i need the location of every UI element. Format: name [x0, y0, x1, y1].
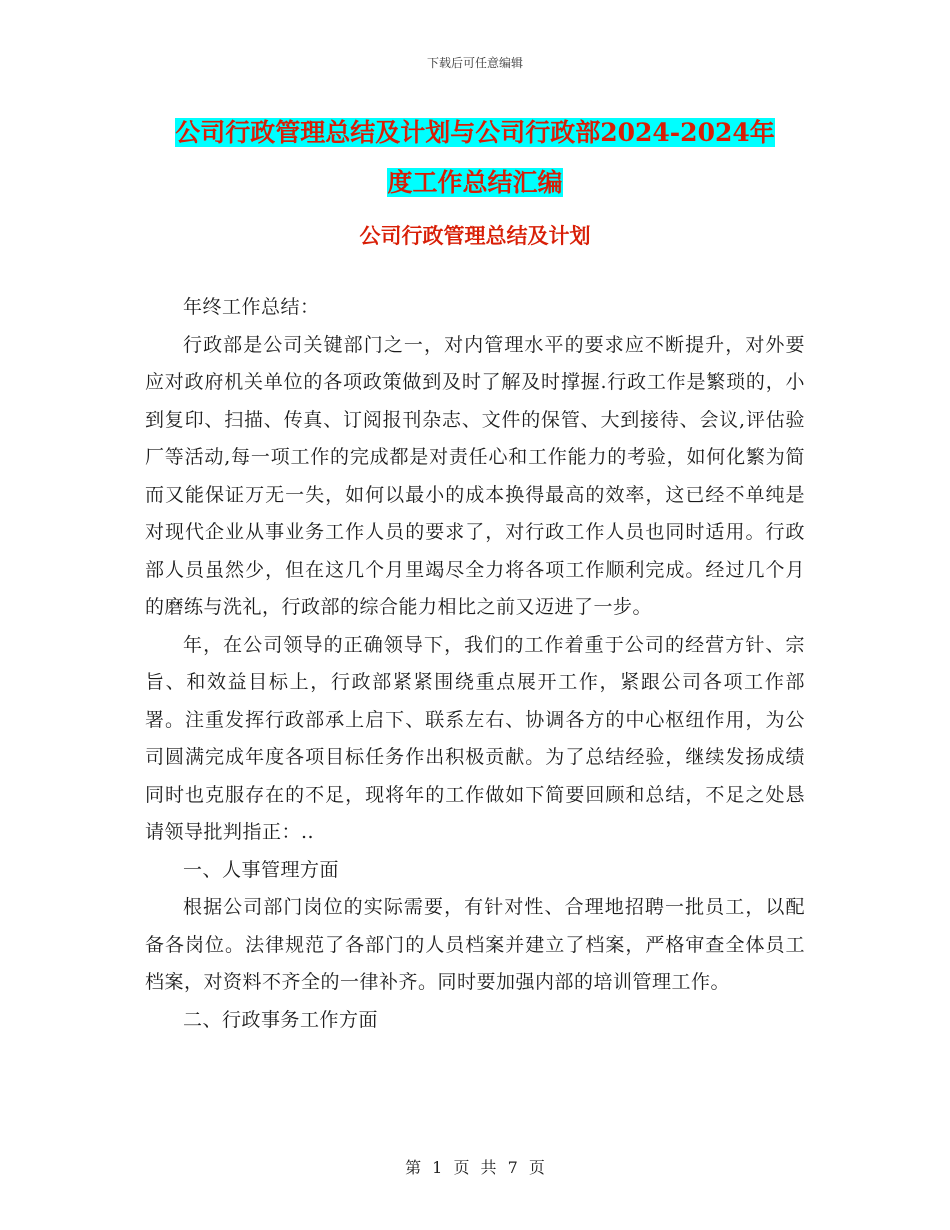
paragraph-summary-heading: 年终工作总结： [183, 296, 320, 318]
heading-personnel: 一、人事管理方面 [183, 858, 340, 881]
section-title: 公司行政管理总结及计划 [359, 223, 591, 248]
paragraph-year-review: 年，在公司领导的正确领导下，我们的工作着重于公司的经营方针、宗旨、和效益目标上，行政部紧紧围绕重点展开工作，紧跟公司各项工作部署。注重发挥行政部承上启下、联系左右、协调各方的中心枢纽作用，为公司圆满完成年度各项目标任务作出积极贡献。为了总结经验，继续发扬成绩同时也克服存在的不足，现将年的工作做如下简要回顾和总结，不足之处恳请领导批判指正：.. [145, 633, 805, 843]
header-note: 下载后可任意编辑 [426, 56, 523, 70]
document-body [145, 289, 805, 1039]
document-title-line-2: 度工作总结汇编 [387, 168, 563, 197]
page-footer: 第 1 页 共 7 页 [405, 1158, 545, 1177]
heading-admin-affairs: 二、行政事务工作方面 [183, 1008, 379, 1031]
paragraph-intro: 行政部是公司关键部门之一，对内管理水平的要求应不断提升，对外要应对政府机关单位的各项政策做到及时了解及时撑握.行政工作是繁琐的，小到复印、扫描、传真、订阅报刊杂志、文件的保管、大到接待、会议,评估验厂等活动,每一项工作的完成都是对责任心和工作能力的考验，如何化繁为简而又能保证万无一失，如何以最小的成本换得最高的效率，这已经不单纯是对现代企业从事业务工作人员的要求了，对行政工作人员也同时适用。行政部人员虽然少，但在这几个月里竭尽全力将各项工作顺利完成。经过几个月的磨练与洗礼，行政部的综合能力相比之前又迈进了一步。 [145, 333, 805, 618]
paragraph-personnel: 根据公司部门岗位的实际需要，有针对性、合理地招聘一批员工，以配备各岗位。法律规范了各部门的人员档案并建立了档案，严格审查全体员工档案，对资料不齐全的一律补齐。同时要加强内部的培训管理工作。 [145, 896, 805, 993]
document-title-line-1: 公司行政管理总结及计划与公司行政部2024-2024年 [175, 118, 775, 147]
document-title [0, 108, 950, 208]
